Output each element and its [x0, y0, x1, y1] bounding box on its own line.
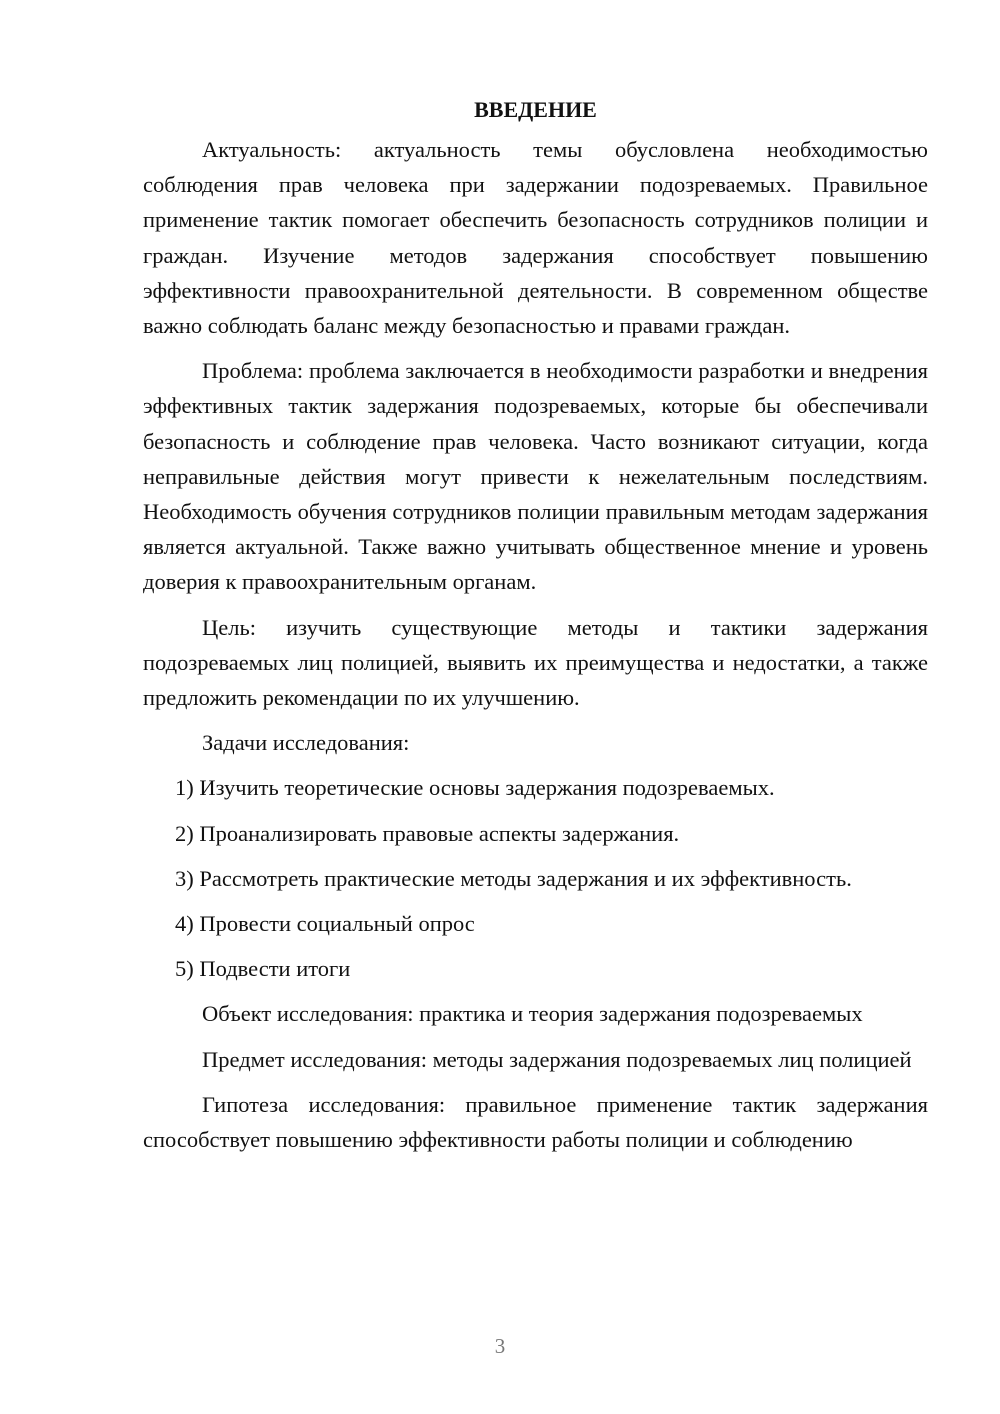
paragraph-goal: Цель: изучить существующие методы и тактики задержания подозреваемых лиц полицией, выявить их преимущества и недостатки, а также предложить рекомендации по их улучшению. [143, 614, 928, 711]
list-item: 5) Подвести итоги [175, 956, 351, 982]
page-content [143, 88, 928, 1167]
tasks-list [143, 770, 928, 986]
page-title: ВВЕДЕНИЕ [474, 97, 597, 122]
page-number: 3 [494, 1334, 506, 1358]
list-item: 4) Провести социальный опрос [175, 911, 475, 937]
paragraph-object: Объект исследования: практика и теория задержания подозреваемых [202, 1001, 863, 1027]
tasks-heading: Задачи исследования: [202, 730, 410, 756]
paragraph-hypothesis: Гипотеза исследования: правильное применение тактик задержания способствует повышению эффективности работы полиции и соблюдению [143, 1091, 928, 1153]
paragraph-relevance: Актуальность: актуальность темы обусловлена необходимостью соблюдения прав человека при задержании подозреваемых. Правильное применение тактик помогает обеспечить безопасность сотрудников полиции и граждан. Изучение методов задержания способствует повышению эффективности правоохранительной деятельности. В современном обществе важно соблюдать баланс между безопасностью и правами граждан. [143, 137, 928, 339]
paragraph-problem: Проблема: проблема заключается в необходимости разработки и внедрения эффективных тактик задержания подозреваемых, которые бы обеспечивали безопасность и соблюдение прав человека. Часто возникают ситуации, когда неправильные действия могут привести к нежелательным последствиям. Необходимость обучения сотрудников полиции правильным методам задержания является актуальной. Также важно учитывать общественное мнение и уровень доверия к правоохранительным органам. [143, 358, 928, 595]
list-item: 2) Проанализировать правовые аспекты задержания. [175, 820, 680, 846]
list-item: 3) Рассмотреть практические методы задержания и их эффективность. [175, 865, 852, 891]
paragraph-subject: Предмет исследования: методы задержания подозреваемых лиц полицией [202, 1046, 912, 1072]
list-item: 1) Изучить теоретические основы задержания подозреваемых. [175, 775, 775, 801]
